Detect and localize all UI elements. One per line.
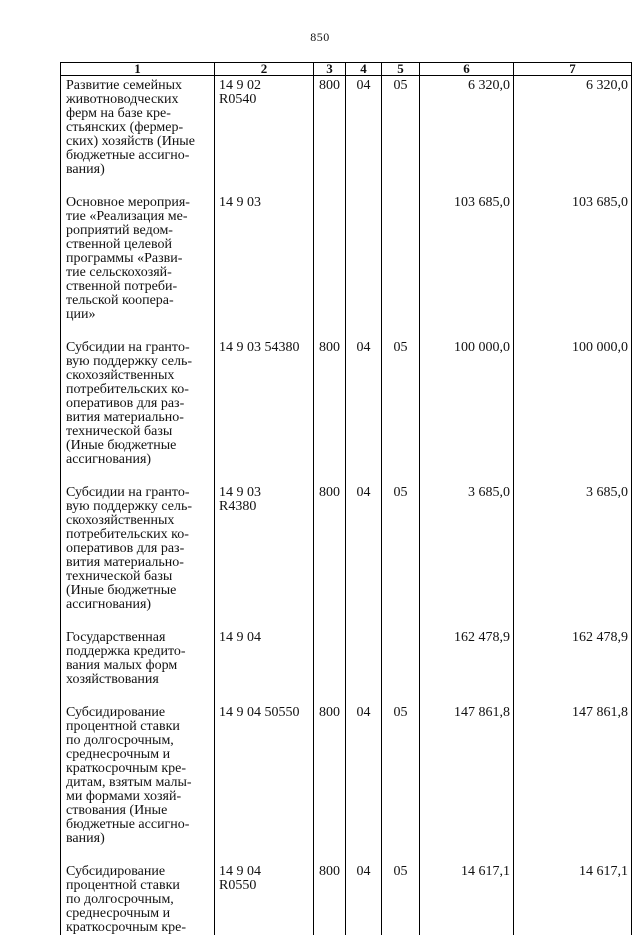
row-amount-col6-cell: 162 478,9 bbox=[420, 628, 514, 703]
row-code-cell: 14 9 04 bbox=[215, 628, 314, 703]
column-header-4: 4 bbox=[346, 63, 382, 76]
row-col3-cell: 800 bbox=[314, 703, 346, 862]
table-row bbox=[61, 628, 632, 703]
row-col4-cell: 04 bbox=[346, 862, 382, 935]
row-col5-cell: 05 bbox=[382, 703, 420, 862]
row-amount-col6-cell: 147 861,8 bbox=[420, 703, 514, 862]
row-amount-col7-cell: 100 000,0 bbox=[514, 338, 632, 483]
row-amount-col7-cell: 3 685,0 bbox=[514, 483, 632, 628]
table-body bbox=[61, 76, 632, 935]
row-col4-cell bbox=[346, 193, 382, 338]
row-col5-cell bbox=[382, 628, 420, 703]
column-header-5: 5 bbox=[382, 63, 420, 76]
column-header-6: 6 bbox=[420, 63, 514, 76]
table-row bbox=[61, 338, 632, 483]
row-name-cell: Субсидирование процентной ставки по долгосрочным, среднесрочным и краткосрочным кре- bbox=[61, 862, 215, 935]
row-col4-cell: 04 bbox=[346, 703, 382, 862]
row-code-cell: 14 9 03 54380 bbox=[215, 338, 314, 483]
table-row bbox=[61, 483, 632, 628]
row-col3-cell: 800 bbox=[314, 483, 346, 628]
row-code-cell: 14 9 04 R0550 bbox=[215, 862, 314, 935]
column-header-7: 7 bbox=[514, 63, 632, 76]
row-amount-col7-cell: 162 478,9 bbox=[514, 628, 632, 703]
row-col5-cell: 05 bbox=[382, 338, 420, 483]
row-code-cell: 14 9 03 R4380 bbox=[215, 483, 314, 628]
row-amount-col6-cell: 100 000,0 bbox=[420, 338, 514, 483]
row-col3-cell: 800 bbox=[314, 338, 346, 483]
row-col3-cell: 800 bbox=[314, 862, 346, 935]
row-name-cell: Субсидирование процентной ставки по долгосрочным, среднесрочным и краткосрочным кре- дитам, взятым малы- ми формами хозяй- ствования (Иные бюджетные ассигно- вания) bbox=[61, 703, 215, 862]
column-header-1: 1 bbox=[61, 63, 215, 76]
table-row bbox=[61, 193, 632, 338]
table-row bbox=[61, 76, 632, 194]
row-amount-col7-cell: 147 861,8 bbox=[514, 703, 632, 862]
row-amount-col6-cell: 3 685,0 bbox=[420, 483, 514, 628]
row-name-cell: Основное мероприя- тие «Реализация ме- роприятий ведом- ственной целевой программы «Разви- тие сельскохозяй- ственной потреби- тельской коопера- ции» bbox=[61, 193, 215, 338]
row-code-cell: 14 9 04 50550 bbox=[215, 703, 314, 862]
row-amount-col7-cell: 14 617,1 bbox=[514, 862, 632, 935]
row-col4-cell: 04 bbox=[346, 338, 382, 483]
row-col4-cell: 04 bbox=[346, 483, 382, 628]
row-col5-cell: 05 bbox=[382, 862, 420, 935]
table-row bbox=[61, 862, 632, 935]
header-row bbox=[61, 63, 632, 76]
row-name-cell: Развитие семейных животноводческих ферм на базе кре- стьянских (фермер- ских) хозяйств (Иные бюджетные ассигно- вания) bbox=[61, 76, 215, 194]
row-amount-col7-cell: 103 685,0 bbox=[514, 193, 632, 338]
row-amount-col6-cell: 103 685,0 bbox=[420, 193, 514, 338]
row-col3-cell bbox=[314, 193, 346, 338]
column-header-2: 2 bbox=[215, 63, 314, 76]
row-col5-cell: 05 bbox=[382, 76, 420, 194]
row-code-cell: 14 9 03 bbox=[215, 193, 314, 338]
table-header bbox=[61, 63, 632, 76]
row-amount-col7-cell: 6 320,0 bbox=[514, 76, 632, 194]
budget-table bbox=[60, 62, 632, 935]
row-amount-col6-cell: 14 617,1 bbox=[420, 862, 514, 935]
row-col3-cell bbox=[314, 628, 346, 703]
row-col5-cell bbox=[382, 193, 420, 338]
row-col3-cell: 800 bbox=[314, 76, 346, 194]
row-col4-cell bbox=[346, 628, 382, 703]
row-name-cell: Субсидии на гранто- вую поддержку сель- скохозяйственных потребительских ко- оперативов для раз- вития материально- технической базы (Иные бюджетные ассигнования) bbox=[61, 483, 215, 628]
page-number: 850 bbox=[0, 30, 640, 45]
row-name-cell: Государственная поддержка кредито- вания малых форм хозяйствования bbox=[61, 628, 215, 703]
row-code-cell: 14 9 02 R0540 bbox=[215, 76, 314, 194]
table-row bbox=[61, 703, 632, 862]
row-col5-cell: 05 bbox=[382, 483, 420, 628]
row-col4-cell: 04 bbox=[346, 76, 382, 194]
column-header-3: 3 bbox=[314, 63, 346, 76]
row-name-cell: Субсидии на грантo- вую поддержку сель- скохозяйственных потребительских ко- оперативов для раз- вития материально- технической базы (Иные бюджетные ассигнования) bbox=[61, 338, 215, 483]
row-amount-col6-cell: 6 320,0 bbox=[420, 76, 514, 194]
